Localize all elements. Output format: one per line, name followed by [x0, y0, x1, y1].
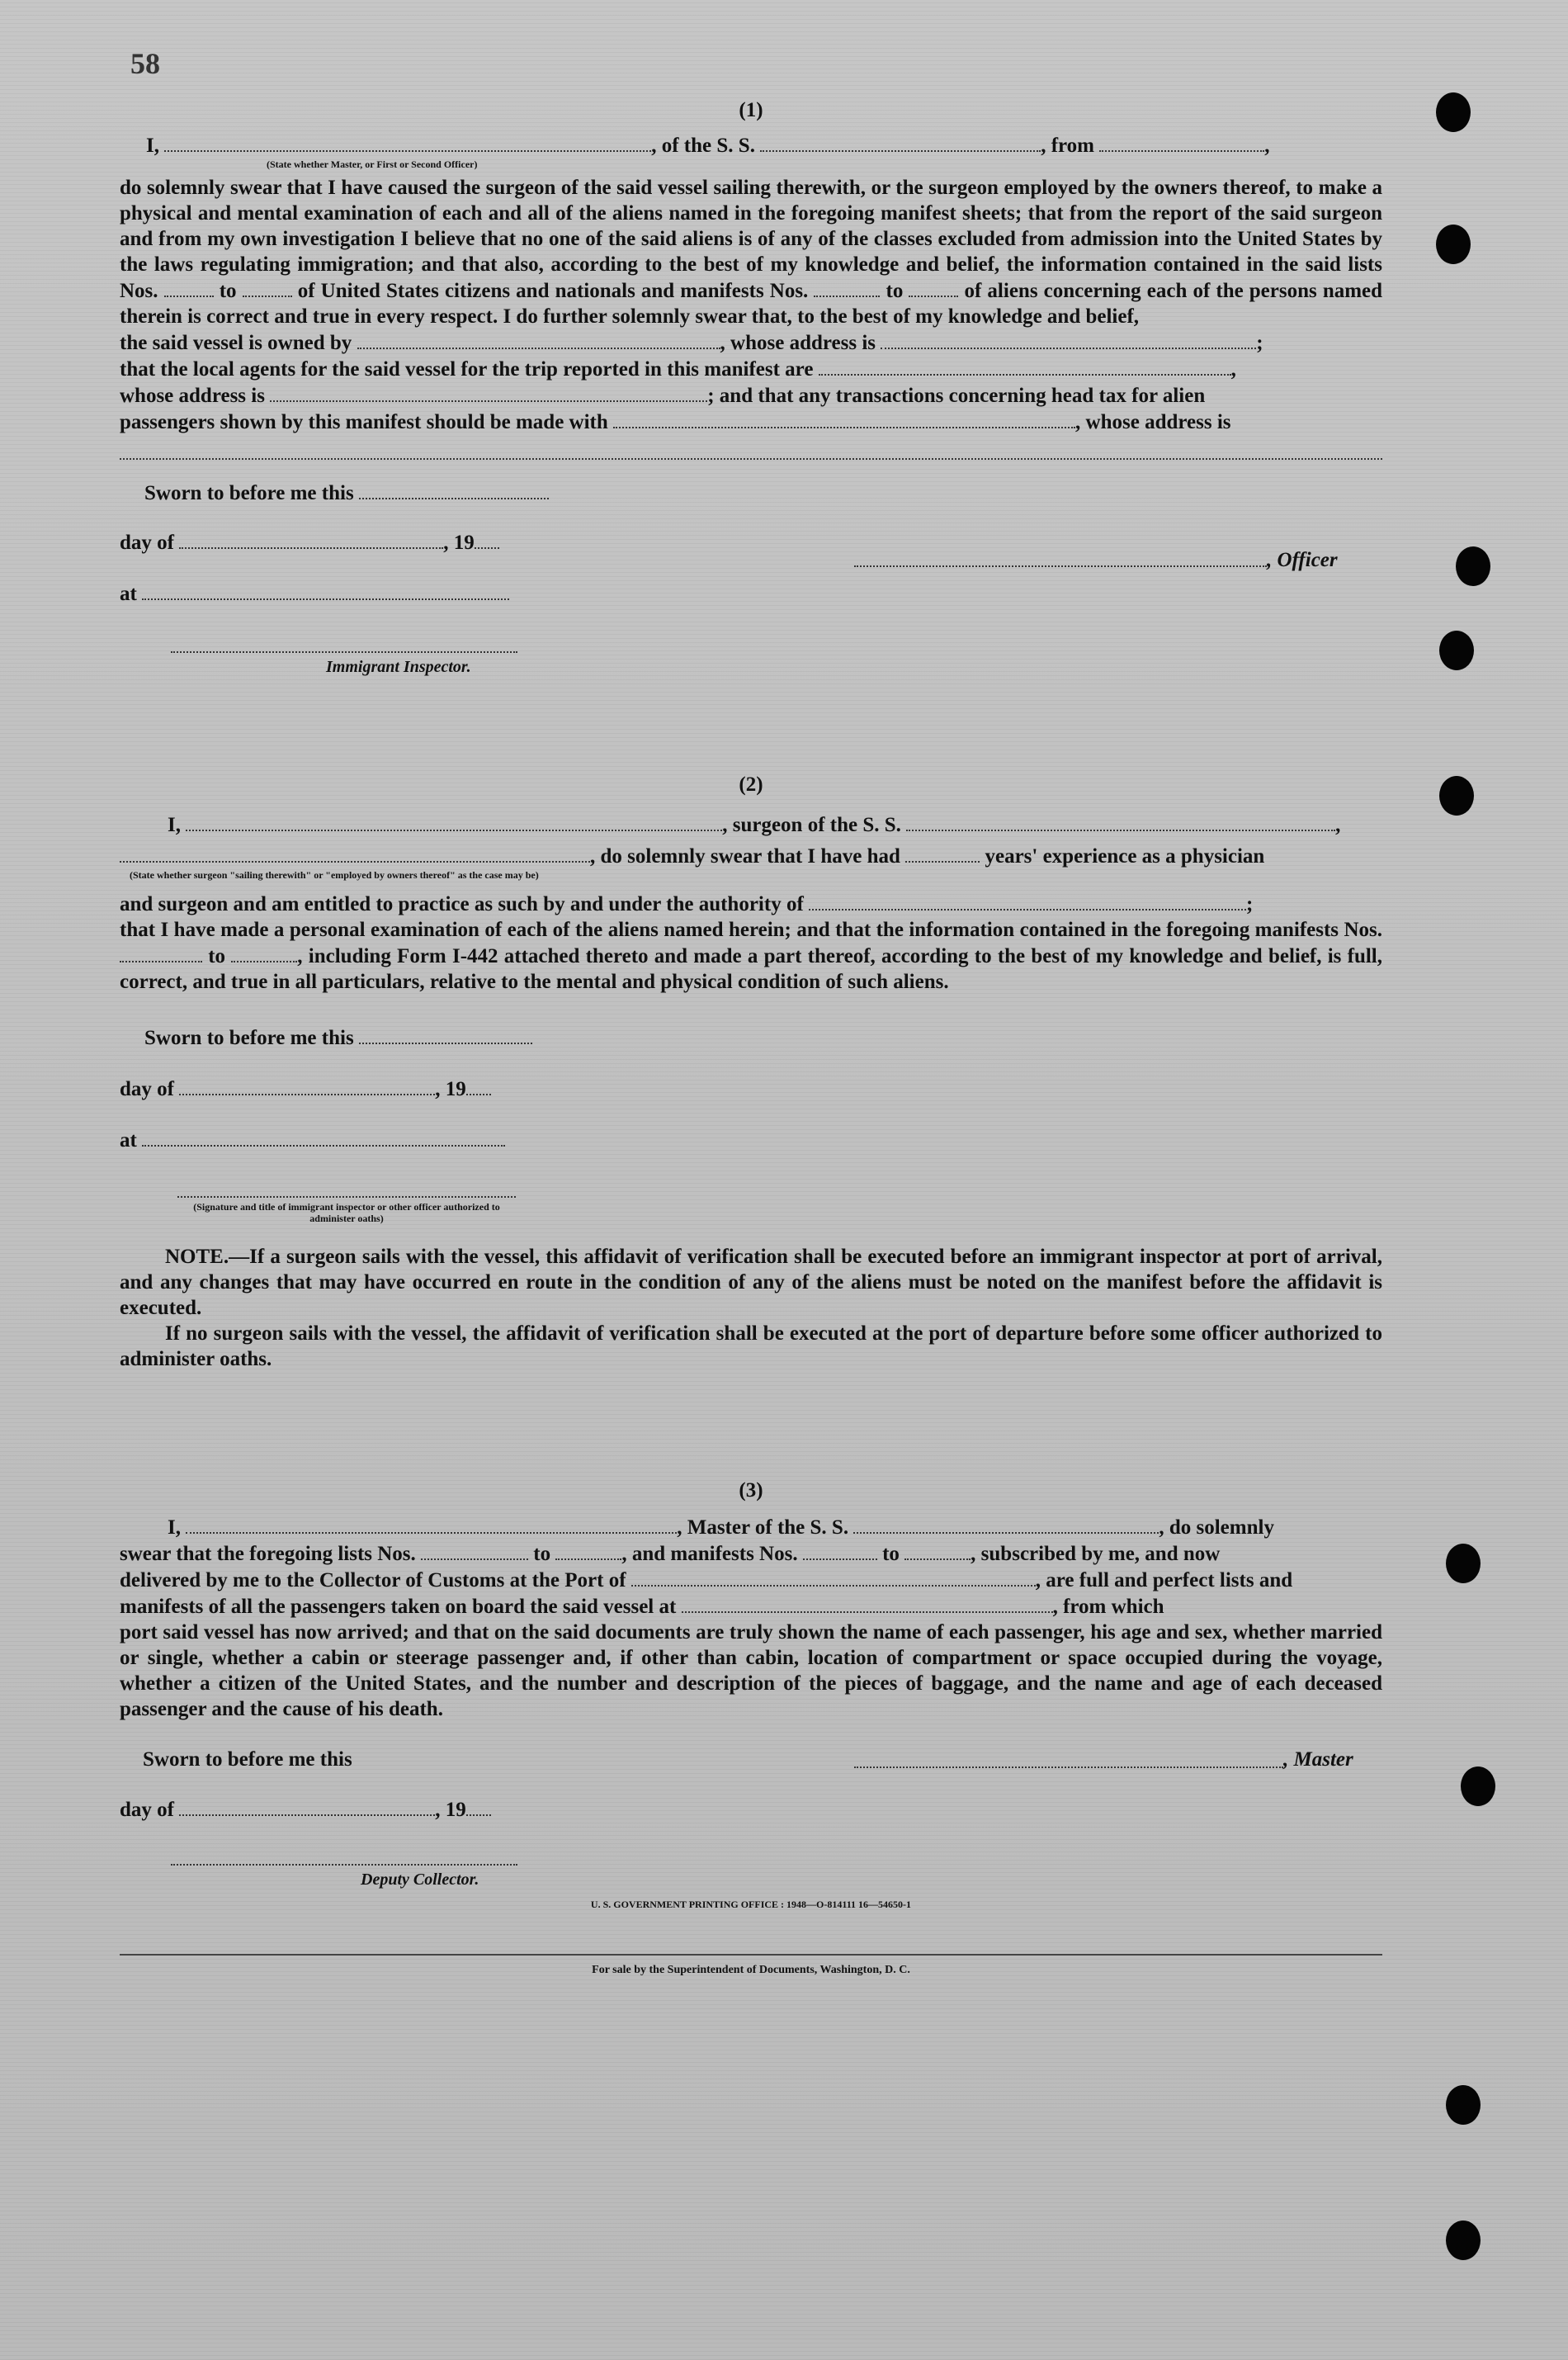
punch-hole: [1446, 2085, 1481, 2125]
deputy-signature-field[interactable]: [171, 1846, 517, 1866]
agent-address-field[interactable]: [270, 382, 707, 402]
divider: [120, 1954, 1382, 1956]
authority-line: and surgeon and am entitled to practice as such by and under the authority of ;: [120, 891, 1382, 917]
sworn-date-field[interactable]: [359, 480, 549, 499]
punch-hole: [1436, 92, 1471, 132]
section-number: (2): [739, 773, 763, 796]
from-port-field[interactable]: [1099, 132, 1264, 152]
officer-signature-field[interactable]: [177, 1178, 516, 1198]
manifests-from-field[interactable]: [120, 943, 202, 962]
surgeon-name-field[interactable]: [186, 811, 722, 831]
master-name-field[interactable]: [164, 132, 651, 152]
master-of-line: I, , Master of the S. S. , do solemnly: [120, 1514, 1382, 1540]
agent-address-line: whose address is ; and that any transactions concerning head tax for alien: [120, 382, 1382, 409]
years-field[interactable]: [905, 843, 980, 863]
oath-paragraph: do solemnly swear that I have caused the surgeon of the said vessel sailing therewith, or the surgeon employed by the owners thereof, to make a physical and mental examination of each and all of the aliens named in the foregoing manifest sheets; that from the report of the said surgeon and from my own investigation I believe that no one of the said aliens is of any of the classes excluded from admission into the United States by the laws regulating immigration; and that also, according to the best of my knowledge and belief, the information contained in the said lists Nos. to of United States citizens and nationals and manifests Nos. to of aliens concerning each of the persons named therein is correct and true in every respect. I do further solemnly swear that, to the best of my knowledge and belief,: [120, 177, 1383, 328]
officer-signature-field[interactable]: [854, 547, 1267, 567]
ship-name-field[interactable]: [853, 1514, 1159, 1534]
master-signature-field[interactable]: [854, 1748, 1283, 1768]
inspector-label: Immigrant Inspector.: [326, 658, 471, 676]
corner-mark: 58: [130, 47, 160, 80]
owned-by-line: the said vessel is owned by , whose address is ;: [120, 329, 1382, 356]
punch-hole: [1446, 2220, 1481, 2260]
punch-hole: [1461, 1766, 1495, 1806]
head-tax-contact-field[interactable]: [613, 409, 1075, 428]
lists-to-field[interactable]: [243, 277, 292, 297]
punch-hole: [1439, 776, 1474, 816]
day-of-field[interactable]: [179, 1076, 435, 1095]
port-field[interactable]: [631, 1567, 1036, 1587]
day-of-field[interactable]: [179, 1796, 435, 1816]
collector-line: delivered by me to the Collector of Customs at the Port of , are full and perfect lists and: [120, 1567, 1382, 1593]
local-agents-line: that the local agents for the said vessel for the trip reported in this manifest are ,: [120, 356, 1382, 382]
sworn-block-1: Sworn to before me this day of , 19 at Immigrant Inspector. , Officer: [120, 480, 1382, 694]
departure-port-field[interactable]: [682, 1593, 1053, 1613]
master-paragraph: port said vessel has now arrived; and that on the said documents are truly shown the name of each passenger, his age and sex, whether married or single, whether a cabin or steerage passenger and, if other than cabin, location of compartment or space occupied during the voyage, whether a citizen of the United States, and the number and description of the pieces of baggage, and the name and age of each deceased passenger and the cause of his death.: [120, 1621, 1382, 1720]
ship-name-field[interactable]: [906, 811, 1335, 831]
gpo-imprint: U. S. GOVERNMENT PRINTING OFFICE : 1948—O-814111 16—54650-1: [590, 1899, 912, 1910]
surgeon-paragraph: that I have made a personal examination of each of the aliens named herein; and that the information contained in the foregoing manifests Nos. to , including Form I-442 attached thereto and made a part thereof, according to the best of my knowledge and belief, is full, correct, and true in all particulars, relative to the mental and physical condition of such aliens.: [120, 919, 1383, 993]
section-number: (3): [739, 1479, 763, 1502]
experience-line: , do solemnly swear that I have had years' experience as a physician: [120, 843, 1382, 869]
manifests-to-field[interactable]: [904, 1540, 971, 1560]
sworn-date-field[interactable]: [359, 1024, 532, 1044]
state-note: (State whether surgeon "sailing therewith" or "employed by owners thereof" as the case may be): [130, 869, 539, 881]
for-sale-imprint: For sale by the Superintendent of Documents, Washington, D. C.: [592, 1964, 910, 1976]
master-label: , Master: [1283, 1748, 1353, 1771]
owner-address-field[interactable]: [881, 329, 1256, 349]
address-field[interactable]: [120, 440, 1382, 460]
local-agents-field[interactable]: [819, 356, 1231, 376]
section-number: (1): [739, 99, 763, 121]
lists-line: swear that the foregoing lists Nos. to , and manifests Nos. to , subscribed by me, and now: [120, 1540, 1382, 1567]
day-of-field[interactable]: [179, 529, 443, 549]
authority-field[interactable]: [809, 891, 1246, 910]
manifests-from-field[interactable]: [803, 1540, 877, 1560]
taken-on-board-line: manifests of all the passengers taken on board the said vessel at , from which: [120, 1593, 1382, 1620]
form-content: [120, 91, 1382, 1977]
officer-label: , Officer: [1267, 549, 1338, 571]
passengers-line: passengers shown by this manifest should be made with , whose address is: [120, 409, 1382, 435]
master-line: I, , of the S. S. , from ,: [120, 132, 1382, 158]
lists-from-field[interactable]: [164, 277, 214, 297]
year-field[interactable]: [475, 529, 499, 549]
manifests-to-field[interactable]: [909, 277, 958, 297]
note-paragraph: NOTE.—If a surgeon sails with the vessel, this affidavit of verification shall be executed before an immigrant inspector at port of arrival, and any changes that may have occurred en route in the condition of any of the aliens must be noted on the manifest before the affidavit is executed.: [120, 1246, 1382, 1319]
year-field[interactable]: [466, 1796, 491, 1816]
at-field[interactable]: [142, 1127, 505, 1147]
year-field[interactable]: [466, 1076, 491, 1095]
punch-hole: [1436, 225, 1471, 264]
sworn-block-2: Sworn to before me this day of , 19 at (Signature and title of immigrant inspector or other officer authorized to administer oaths): [120, 1024, 1382, 1231]
ship-name-field[interactable]: [760, 132, 1041, 152]
deputy-label: Deputy Collector.: [361, 1871, 479, 1889]
lists-to-field[interactable]: [555, 1540, 621, 1560]
at-field[interactable]: [142, 580, 509, 600]
sworn-block-3: Sworn to before me this , Master day of , 19 Deputy Collector.: [120, 1748, 1353, 1889]
master-name-field[interactable]: [186, 1514, 677, 1534]
state-note: (State whether Master, or First or Second Officer): [267, 158, 478, 170]
surgeon-status-field[interactable]: [120, 843, 590, 863]
punch-hole: [1439, 631, 1474, 670]
surgeon-line: I, , surgeon of the S. S. ,: [120, 811, 1382, 838]
owner-field[interactable]: [357, 329, 720, 349]
note-paragraph-2: If no surgeon sails with the vessel, the affidavit of verification shall be executed at the port of departure before some officer authorized to administer oaths.: [120, 1322, 1382, 1370]
punch-hole: [1446, 1544, 1481, 1583]
lists-from-field[interactable]: [421, 1540, 528, 1560]
signature-note: (Signature and title of immigrant inspector or other officer authorized to administer oaths): [193, 1201, 500, 1224]
punch-hole: [1456, 546, 1490, 586]
inspector-signature-field[interactable]: [171, 633, 517, 653]
manifests-to-field[interactable]: [231, 943, 297, 962]
manifests-from-field[interactable]: [814, 277, 880, 297]
